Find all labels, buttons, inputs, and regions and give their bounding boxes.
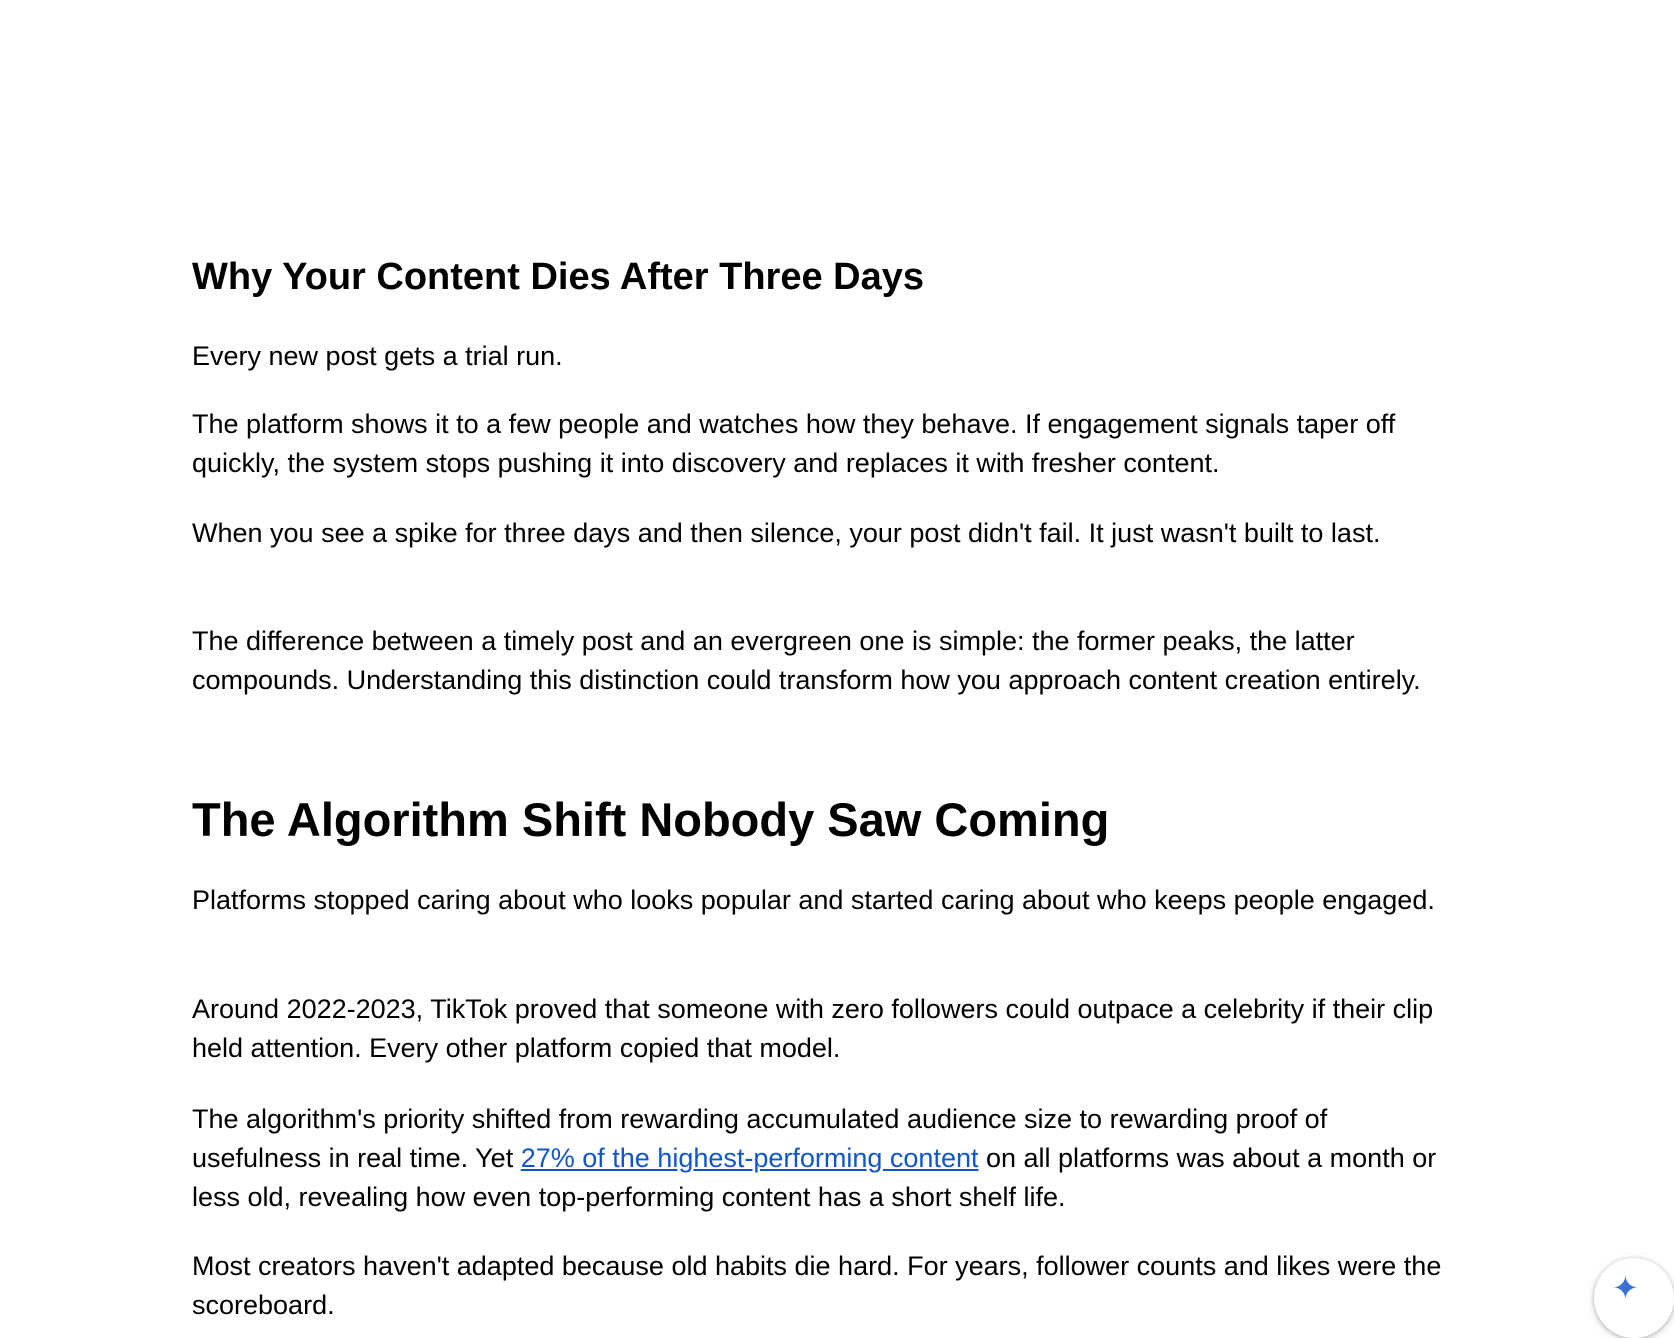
paragraph-text-after-link: on all platforms was about a month or less old, revealing how even top-performing content has a short shelf life. [192, 1143, 1437, 1212]
section-heading-content-dies: Why Your Content Dies After Three Days [192, 256, 924, 298]
paragraph-timely-vs-evergreen: The difference between a timely post and an evergreen one is simple: the former peaks, the latter compounds. Understanding this distinction could transform how you approach content creation entirely. [192, 626, 1421, 695]
paragraph-text-before-link: The algorithm's priority shifted from rewarding accumulated audience size to rewarding proof of usefulness in real time. Yet [192, 1104, 1328, 1173]
paragraph-platform-shows: The platform shows it to a few people and watches how they behave. If engagement signals taper off quickly, the system stops pushing it into discovery and replaces it with fresher content. [192, 409, 1396, 478]
highest-performing-content-link[interactable]: 27% of the highest-performing content [520, 1143, 979, 1173]
paragraph-spike-silence: When you see a spike for three days and then silence, your post didn't fail. It just wasn't built to last. [192, 518, 1381, 548]
paragraph-old-habits: Most creators haven't adapted because old habits die hard. For years, follower counts and likes were the scoreboard. [192, 1251, 1442, 1320]
assistant-button[interactable] [1594, 1258, 1674, 1338]
sparkle-icon: ✦ [1612, 1269, 1639, 1307]
paragraph-platforms-stopped: Platforms stopped caring about who looks popular and started caring about who keeps people engaged. [192, 885, 1435, 915]
paragraph-trial-run: Every new post gets a trial run. [192, 341, 563, 371]
paragraph-algorithm-priority [192, 1100, 1452, 1217]
paragraph-tiktok-proved: Around 2022-2023, TikTok proved that someone with zero followers could outpace a celebrity if their clip held attention. Every other platform copied that model. [192, 994, 1434, 1063]
section-heading-algorithm-shift: The Algorithm Shift Nobody Saw Coming [192, 793, 1110, 846]
